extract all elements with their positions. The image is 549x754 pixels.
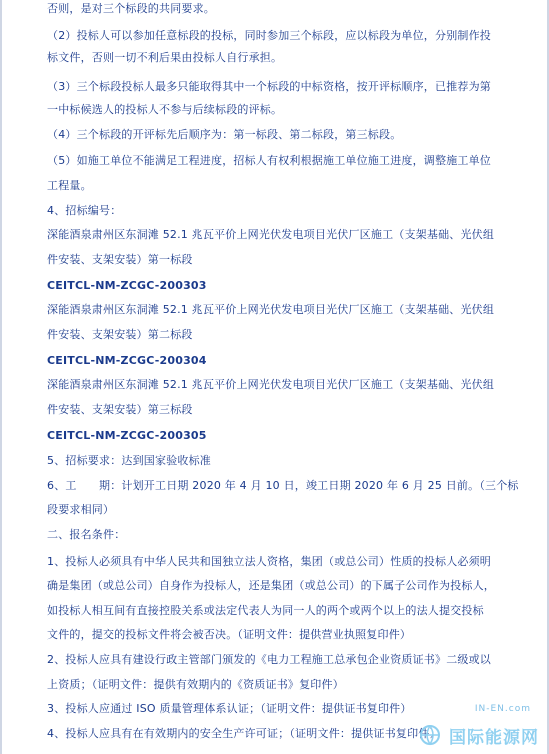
text-line: 一中标候选人的投标人不参与后续标段的评标。 — [47, 103, 283, 116]
text-line: 5、招标要求：达到国家验收标准 — [47, 454, 211, 467]
section-heading: 4、招标编号： — [47, 204, 122, 217]
text-line: 4、投标人应具有在有效期内的安全生产许可证；（证明文件：提供证书复印件） — [47, 727, 441, 740]
watermark-brand: 国际能源网 — [449, 728, 539, 748]
text-line: 件安装、支架安装）第三标段 — [47, 403, 193, 416]
text-line: 1、投标人必须具有中华人民共和国独立法人资格，集团（或总公司）性质的投标人必须明 — [47, 555, 491, 568]
text-line: 深能酒泉肃州区东洞滩 52.1 兆瓦平价上网光伏发电项目光伏厂区施工（支架基础、光伏组 — [47, 303, 495, 316]
text-line: 深能酒泉肃州区东洞滩 52.1 兆瓦平价上网光伏发电项目光伏厂区施工（支架基础、光伏组 — [47, 228, 495, 241]
text-line: 件安装、支架安装）第二标段 — [47, 328, 193, 341]
text-line: 件安装、支架安装）第一标段 — [47, 253, 193, 266]
tender-code: CEITCL-NM-ZCGC-200304 — [47, 354, 207, 367]
tender-code: CEITCL-NM-ZCGC-200303 — [47, 279, 207, 292]
globe-logo-icon — [419, 724, 441, 746]
tender-code: CEITCL-NM-ZCGC-200305 — [47, 429, 207, 442]
text-line: 工程量。 — [47, 179, 92, 192]
text-line: 否则，是对三个标段的共同要求。 — [47, 2, 215, 15]
text-line: 标文件，否则一切不利后果由投标人自行承担。 — [47, 51, 283, 64]
text-line: 3、投标人应通过 ISO 质量管理体系认证；（证明文件：提供证书复印件） — [47, 702, 412, 715]
watermark-domain: IN-EN.com — [474, 704, 531, 714]
text-line: 6、工 期：计划开工日期 2020 年 4 月 10 日，竣工日期 2020 年 6 月 25 日前。（三个标 — [47, 479, 519, 492]
text-line: 深能酒泉肃州区东洞滩 52.1 兆瓦平价上网光伏发电项目光伏厂区施工（支架基础、光伏组 — [47, 378, 495, 391]
text-line: 上资质；（证明文件：提供有效期内的《资质证书》复印件） — [47, 678, 344, 691]
text-line: 如投标人相互间有直接控股关系或法定代表人为同一人的两个或两个以上的法人提交投标 — [47, 604, 484, 617]
section-heading: 二、报名条件： — [47, 528, 126, 541]
text-line: （5）如施工单位不能满足工程进度，招标人有权利根据施工单位施工进度，调整施工单位 — [47, 154, 491, 167]
text-line: 段要求相同） — [47, 503, 115, 516]
text-line: 确是集团（或总公司）自身作为投标人，还是集团（或总公司）的下属子公司作为投标人， — [47, 579, 495, 592]
text-line: （3）三个标段投标人最多只能取得其中一个标段的中标资格，按开评标顺序，已推荐为第 — [47, 80, 491, 93]
text-line: （2）投标人可以参加任意标段的投标，同时参加三个标段，应以标段为单位，分别制作投 — [47, 29, 491, 42]
text-line: 2、投标人应具有建设行政主管部门颁发的《电力工程施工总承包企业资质证书》二级或以 — [47, 653, 491, 666]
text-line: 文件的，提交的投标文件将会被否决。（证明文件：提供营业执照复印件） — [47, 628, 412, 641]
site-watermark — [419, 704, 539, 748]
text-line: （4）三个标段的开评标先后顺序为：第一标段、第二标段，第三标段。 — [47, 128, 402, 141]
